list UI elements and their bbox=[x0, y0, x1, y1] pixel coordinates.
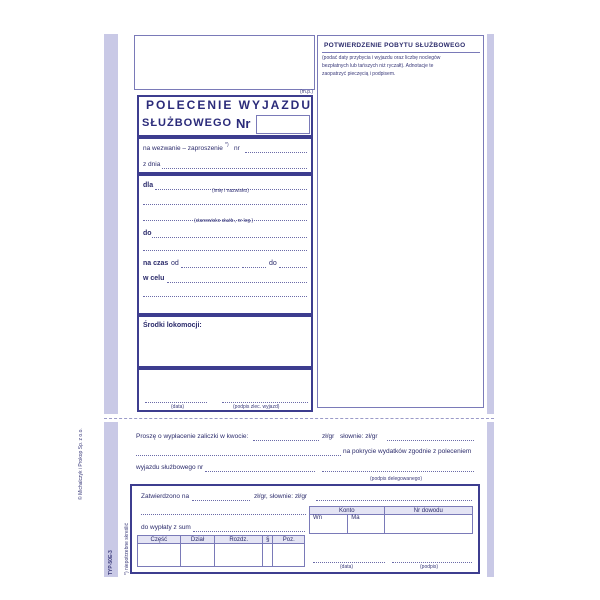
do-label: do bbox=[143, 230, 152, 237]
konto-header: Konto bbox=[310, 507, 385, 515]
col-czesc: Część bbox=[138, 536, 181, 544]
details-box bbox=[137, 174, 313, 315]
approval-podpis-line[interactable] bbox=[392, 562, 472, 563]
invite-nr: nr bbox=[234, 145, 240, 152]
pokrycie-label: na pokrycie wydatków zgodnie z poleceniem bbox=[343, 448, 472, 455]
do2-label: do bbox=[269, 260, 277, 267]
confirm-title: POTWIERDZENIE POBYTU SŁUŻBOWEGO bbox=[324, 42, 466, 49]
invite-label: na wezwanie – zaproszenie bbox=[143, 145, 223, 152]
side-footnote: *) niepotrzebne skreślić bbox=[124, 523, 130, 575]
dla-line-2[interactable] bbox=[143, 204, 307, 205]
slownie-line[interactable] bbox=[387, 440, 474, 441]
confirm-divider bbox=[322, 52, 480, 53]
od-line[interactable] bbox=[181, 267, 239, 268]
stamp-box bbox=[134, 35, 315, 90]
col-rozdz: Rozdz. bbox=[215, 536, 263, 544]
do-wyplaty-label: do wypłaty z sum bbox=[141, 524, 191, 531]
dla-label: dla bbox=[143, 182, 154, 189]
col-par: § bbox=[262, 536, 273, 544]
signature-box bbox=[137, 368, 313, 412]
confirm-column bbox=[317, 35, 484, 408]
w-celu-line[interactable] bbox=[167, 282, 307, 283]
do-wyplaty-line[interactable] bbox=[193, 531, 305, 532]
stanowisko-hint: (stanowisko służb., nr leg.) bbox=[194, 218, 254, 224]
z-dnia-label: z dnia bbox=[143, 161, 161, 168]
zl-gr2-line[interactable] bbox=[316, 500, 472, 501]
wyjazdu-nr-line[interactable] bbox=[205, 471, 315, 472]
zl-gr-label: zł/gr bbox=[322, 433, 335, 440]
side-publisher: © Michalczyk i Prokop Sp. z o.o. bbox=[78, 428, 84, 500]
zaliczka-line[interactable] bbox=[253, 440, 319, 441]
invite-sup: *) bbox=[225, 142, 229, 148]
side-typ: TYP-50E-3 bbox=[108, 550, 114, 575]
na-czas-label: na czas bbox=[143, 260, 169, 267]
podpis-zlec-line[interactable] bbox=[222, 402, 308, 403]
number-input[interactable] bbox=[256, 115, 310, 134]
srodki-label: Środki lokomocji: bbox=[143, 322, 202, 329]
approval-data-line[interactable] bbox=[313, 562, 385, 563]
cell-dzial[interactable] bbox=[180, 544, 215, 567]
nr-dowodu-header: Nr dowodu bbox=[384, 507, 472, 515]
data-line[interactable] bbox=[145, 402, 207, 403]
podpis-deleg-hint: (podpis delegowanego) bbox=[370, 476, 422, 482]
zl-gr2-label: zł/gr, słownie: zł/gr bbox=[254, 493, 308, 500]
cell-czesc[interactable] bbox=[138, 544, 181, 567]
cell-par[interactable] bbox=[262, 544, 273, 567]
imie-hint: (imię i nazwisko) bbox=[212, 188, 249, 194]
nr-dowodu-cell[interactable] bbox=[384, 515, 472, 534]
ma-cell[interactable]: Ma bbox=[348, 515, 384, 534]
do2-line[interactable] bbox=[279, 267, 307, 268]
right-margin-stripe-bottom bbox=[487, 422, 494, 577]
left-margin-stripe bbox=[104, 34, 118, 414]
data-hint: (data) bbox=[171, 404, 185, 410]
konto-table bbox=[309, 506, 473, 534]
approval-line-2[interactable] bbox=[141, 514, 306, 515]
zatwierdzono-label: Zatwierdzono na bbox=[141, 493, 190, 500]
right-margin-stripe bbox=[487, 34, 494, 414]
cell-poz[interactable] bbox=[273, 544, 305, 567]
confirm-text-1: (podać daty przybycia i wyjazdu oraz liczbę noclegów bbox=[322, 55, 441, 61]
podpis-zlec-hint: (podpis zlec. wyjazd) bbox=[233, 404, 280, 410]
budget-table bbox=[137, 535, 305, 567]
col-poz: Poz. bbox=[273, 536, 305, 544]
wn-cell[interactable]: Wn bbox=[310, 515, 348, 534]
title-line2: SŁUŻBOWEGO bbox=[142, 117, 233, 129]
slownie-label: słownie: zł/gr bbox=[340, 433, 378, 440]
w-celu-label: w celu bbox=[143, 275, 165, 282]
cell-rozdz[interactable] bbox=[215, 544, 263, 567]
col-dzial: Dział bbox=[180, 536, 215, 544]
do2-gap-line[interactable] bbox=[242, 267, 266, 268]
title-line1: POLECENIE WYJAZDU bbox=[146, 98, 313, 112]
approval-podpis-hint: (podpis) bbox=[420, 564, 439, 570]
do-line-2[interactable] bbox=[143, 250, 307, 251]
w-celu-line-2[interactable] bbox=[143, 296, 307, 297]
z-dnia-line[interactable] bbox=[162, 168, 307, 169]
invite-nr-line[interactable] bbox=[245, 152, 307, 153]
title-nr: Nr bbox=[236, 116, 251, 131]
od-label: od bbox=[171, 260, 179, 267]
do-line[interactable] bbox=[152, 237, 307, 238]
perforation-line bbox=[104, 418, 494, 419]
approval-data-hint: (data) bbox=[340, 564, 354, 570]
podpis-deleg-line[interactable] bbox=[322, 471, 474, 472]
mp-label: (m.p.) bbox=[300, 89, 314, 95]
confirm-text-2: bezpłatnych lub tańszych niż ryczałt). Adnotacje te bbox=[322, 63, 434, 69]
confirm-text-3: zaopatrzyć pieczęcią i podpisem. bbox=[322, 71, 396, 77]
zatwierdzono-line[interactable] bbox=[192, 500, 250, 501]
slownie-line-2[interactable] bbox=[136, 455, 341, 456]
wyjazdu-nr-label: wyjazdu służbowego nr bbox=[136, 464, 204, 471]
zaliczka-label: Proszę o wypłacenie zaliczki w kwocie: bbox=[136, 433, 249, 440]
